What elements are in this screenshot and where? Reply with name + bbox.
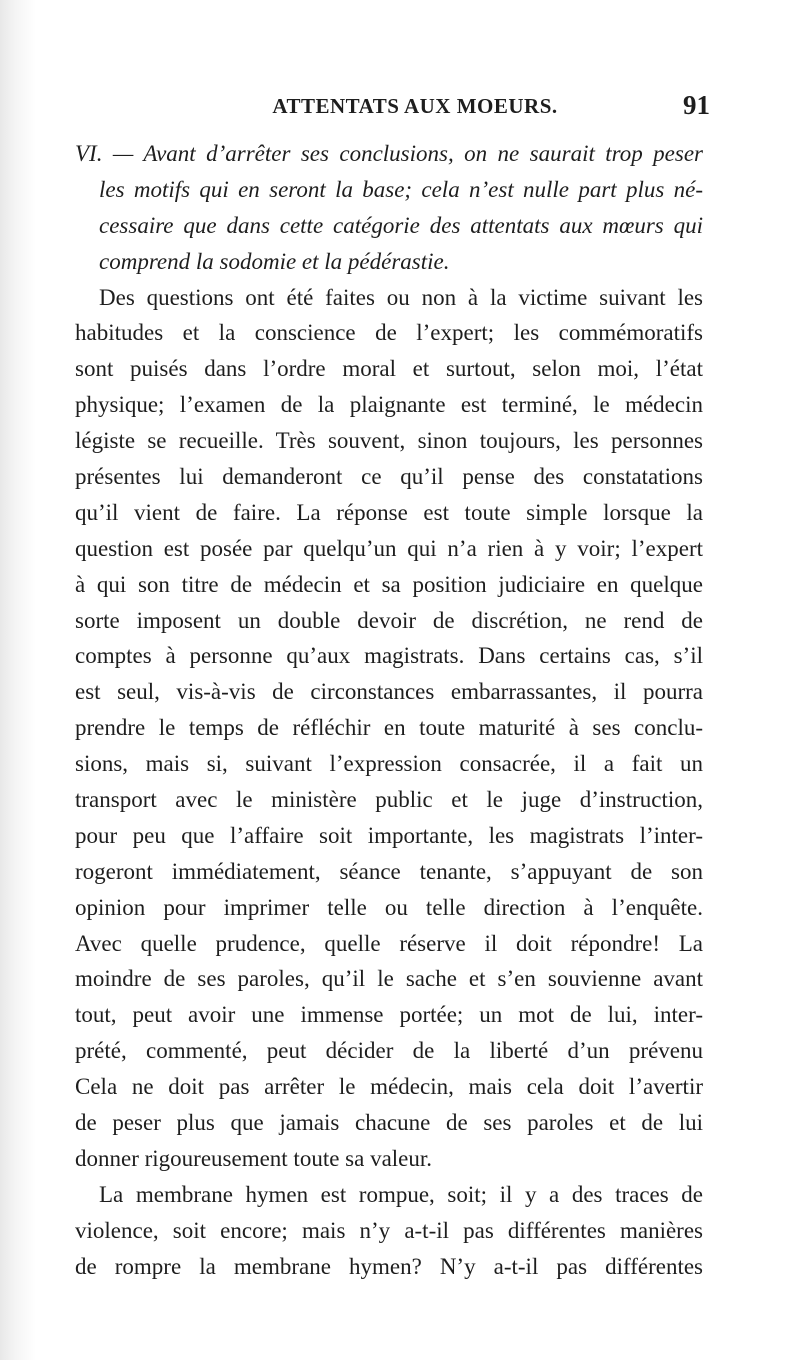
- text-line: prendre le temps de réfléchir en toute maturité à ses conclu-: [75, 715, 703, 741]
- text-line: légiste se recueille. Très souvent, sinon toujours, les personnes: [75, 428, 703, 454]
- text-line: habitudes et la conscience de l’expert; les commémoratifs: [75, 320, 703, 346]
- text-line: donner rigoureusement toute sa valeur.: [75, 1145, 433, 1171]
- text-line: prété, commenté, peut décider de la liberté d’un prévenu: [75, 1038, 703, 1064]
- text-line: VI. — Avant d’arrêter ses conclusions, on ne saurait trop peser: [75, 141, 703, 166]
- text-line: transport avec le ministère public et le juge d’instruction,: [75, 787, 703, 813]
- text-line: sont puisés dans l’ordre moral et surtout, selon moi, l’état: [75, 356, 703, 382]
- text-line: comprend la sodomie et la pédérastie.: [99, 248, 450, 274]
- running-head: ATTENTATS AUX MOEURS.: [272, 94, 558, 118]
- text-line: Des questions ont été faites ou non à la victime suivant les: [99, 284, 703, 310]
- page-header: [60, 88, 710, 124]
- text-line: sions, mais si, suivant l’expression consacrée, il a fait un: [75, 751, 703, 777]
- text-line: qu’il vient de faire. La réponse est toute simple lorsque la: [75, 499, 703, 525]
- text-line: tout, peut avoir une immense portée; un mot de lui, inter-: [75, 1002, 703, 1028]
- text-line: de peser plus que jamais chacune de ses paroles et de lui: [75, 1110, 703, 1136]
- text-line: Cela ne doit pas arrêter le médecin, mais cela doit l’avertir: [75, 1074, 703, 1100]
- text-line: physique; l’examen de la plaignante est terminé, le médecin: [75, 392, 703, 418]
- page-number: 91: [683, 90, 710, 120]
- text-line: La membrane hymen est rompue, soit; il y a des traces de: [99, 1181, 703, 1207]
- binding-gutter-shadow: [0, 0, 36, 1360]
- text-line: présentes lui demanderont ce qu’il pense des constatations: [75, 464, 703, 490]
- text-line: sorte imposent un double devoir de discrétion, ne rend de: [75, 607, 703, 633]
- text-line: question est posée par quelqu’un qui n’a rien à y voir; l’expert: [75, 535, 703, 561]
- text-line: cessaire que dans cette catégorie des attentats aux mœurs qui: [99, 212, 703, 238]
- text-line: rogeront immédiatement, séance tenante, s’appuyant de son: [75, 858, 703, 884]
- text-line: Avec quelle prudence, quelle réserve il doit répondre! La: [75, 930, 703, 956]
- body-text: [75, 136, 703, 1285]
- text-line: pour peu que l’affaire soit importante, les magistrats l’inter-: [75, 822, 703, 848]
- text-line: opinion pour imprimer telle ou telle direction à l’enquête.: [75, 894, 703, 920]
- text-line: les motifs qui en seront la base; cela n’est nulle part plus né-: [99, 176, 703, 202]
- text-line: moindre de ses paroles, qu’il le sache et s’en souvienne avant: [75, 966, 703, 992]
- text-line: est seul, vis-à-vis de circonstances embarrassantes, il pourra: [75, 679, 703, 705]
- text-line: à qui son titre de médecin et sa position judiciaire en quelque: [75, 571, 703, 597]
- text-line: violence, soit encore; mais n’y a-t-il pas différentes manières: [75, 1217, 703, 1243]
- text-line: de rompre la membrane hymen? N’y a-t-il pas différentes: [75, 1253, 703, 1279]
- text-line: comptes à personne qu’aux magistrats. Dans certains cas, s’il: [75, 643, 703, 669]
